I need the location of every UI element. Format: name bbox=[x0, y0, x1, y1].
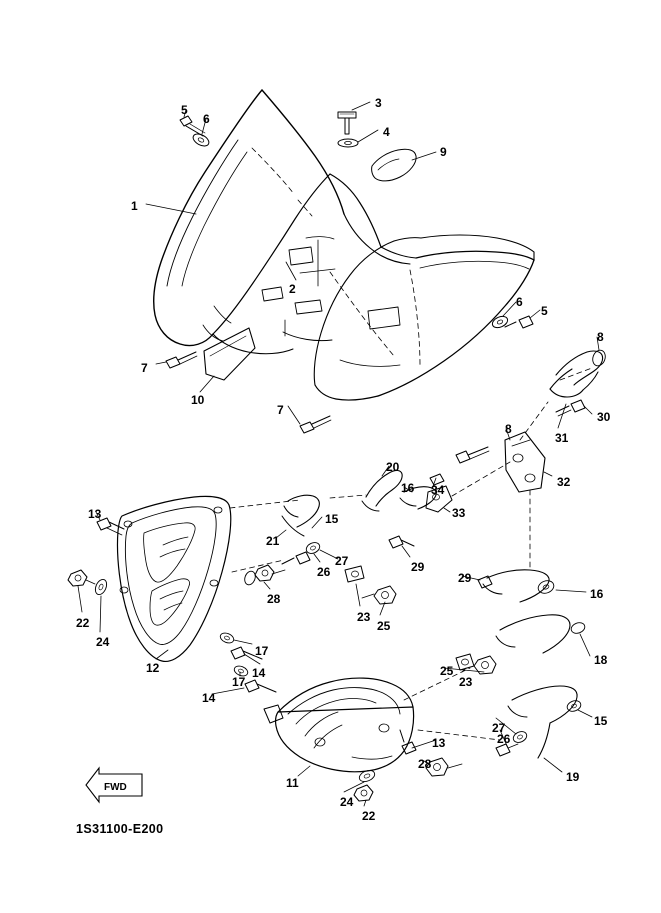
callout-number-22: 22 bbox=[76, 616, 90, 630]
callout-number-17: 17 bbox=[255, 644, 269, 658]
callout-number-31: 31 bbox=[555, 431, 569, 445]
callout-number-8: 8 bbox=[505, 422, 512, 436]
callout-number-23: 23 bbox=[459, 675, 473, 689]
callout-number-8: 8 bbox=[597, 330, 604, 344]
callout-number-32: 32 bbox=[557, 475, 571, 489]
callout-number-14: 14 bbox=[202, 691, 216, 705]
callout-number-15: 15 bbox=[325, 512, 339, 526]
callout-number-29: 29 bbox=[458, 571, 472, 585]
callout-number-24: 24 bbox=[340, 795, 354, 809]
callout-number-16: 16 bbox=[401, 481, 415, 495]
callout-number-7: 7 bbox=[277, 403, 284, 417]
callout-number-25: 25 bbox=[440, 664, 454, 678]
callout-number-10: 10 bbox=[191, 393, 205, 407]
part-code-label: 1S31100-E200 bbox=[76, 822, 164, 836]
callout-number-16: 16 bbox=[590, 587, 604, 601]
callout-number-1: 1 bbox=[131, 199, 138, 213]
callout-number-22: 22 bbox=[362, 809, 376, 823]
callout-number-15: 15 bbox=[594, 714, 608, 728]
callout-number-7: 7 bbox=[141, 361, 148, 375]
callout-number-17: 17 bbox=[232, 675, 246, 689]
callout-number-6: 6 bbox=[516, 295, 523, 309]
callout-number-25: 25 bbox=[377, 619, 391, 633]
callout-number-5: 5 bbox=[541, 304, 548, 318]
callout-number-5: 5 bbox=[181, 103, 188, 117]
callout-number-26: 26 bbox=[317, 565, 331, 579]
callout-number-6: 6 bbox=[203, 112, 210, 126]
fwd-label: FWD bbox=[104, 782, 127, 793]
callout-number-13: 13 bbox=[432, 736, 446, 750]
callout-number-28: 28 bbox=[267, 592, 281, 606]
callout-number-26: 26 bbox=[497, 732, 511, 746]
callout-number-21: 21 bbox=[266, 534, 280, 548]
callout-number-19: 19 bbox=[566, 770, 580, 784]
callout-number-29: 29 bbox=[411, 560, 425, 574]
callout-number-23: 23 bbox=[357, 610, 371, 624]
callout-number-20: 20 bbox=[386, 460, 400, 474]
callout-number-27: 27 bbox=[335, 554, 349, 568]
callout-number-18: 18 bbox=[594, 653, 608, 667]
callout-number-4: 4 bbox=[383, 125, 390, 139]
callout-number-28: 28 bbox=[418, 757, 432, 771]
callout-number-11: 11 bbox=[286, 776, 299, 790]
callout-number-27: 27 bbox=[492, 721, 506, 735]
callout-number-34: 34 bbox=[431, 483, 445, 497]
callout-number-30: 30 bbox=[597, 410, 611, 424]
callout-number-12: 12 bbox=[146, 661, 160, 675]
callout-number-13: 13 bbox=[88, 507, 102, 521]
callout-number-2: 2 bbox=[289, 282, 296, 296]
callout-number-14: 14 bbox=[252, 666, 266, 680]
callout-number-9: 9 bbox=[440, 145, 447, 159]
callout-number-24: 24 bbox=[96, 635, 110, 649]
callout-number-33: 33 bbox=[452, 506, 466, 520]
callout-number-3: 3 bbox=[375, 96, 382, 110]
